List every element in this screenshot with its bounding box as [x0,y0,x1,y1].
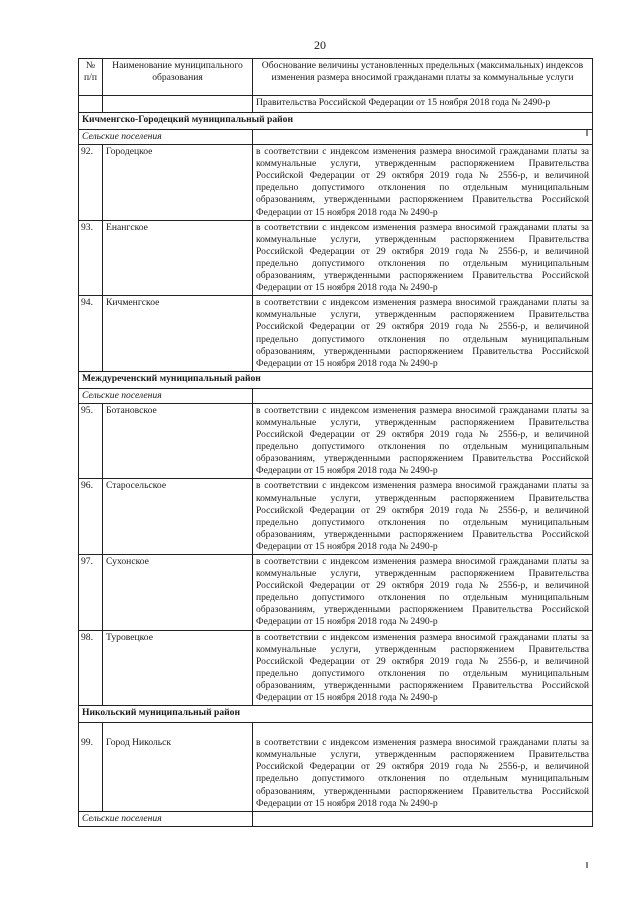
table-row [79,479,593,555]
row-basis: в соответствии с индексом изменения размера вносимой гражданами платы за коммунальные услуги, утвержденным распоряжением Правительства Российской Федерации от 29 октября 2019 года № 2556-р, и величиной предельно допустимого отклонения по отдельным муниципальным образованиям, утвержденными распоряжением Правительства Российской Федерации от 15 ноября 2018 года № 2490-р [253,630,593,706]
table-row [79,403,593,479]
table-row [79,555,593,631]
row-basis: в соответствии с индексом изменения размера вносимой гражданами платы за коммунальные услуги, утвержденным распоряжением Правительства Российской Федерации от 29 октября 2019 года № 2556-р, и величиной предельно допустимого отклонения по отдельным муниципальным образованиям, утвержденными распоряжением Правительства Российской Федерации от 15 ноября 2018 года № 2490-р [253,723,593,812]
district-row [79,113,593,130]
district-row [79,371,593,388]
row-name: Город Никольск [103,723,253,812]
row-name: Сухонское [103,555,253,631]
row-number: 97. [79,555,103,631]
row-number: 99. [79,723,103,812]
district-title: Междуреченский муниципальный район [79,371,593,388]
row-name: Ботановское [103,403,253,479]
row-number: 95. [79,403,103,479]
row-number: 92. [79,145,103,221]
subgroup-label: Сельские поселения [79,388,253,403]
continuation-row [79,96,593,113]
row-number: 94. [79,296,103,372]
district-title: Никольский муниципальный район [79,706,593,723]
table-row [79,630,593,706]
row-name: Кичменгское [103,296,253,372]
row-number: 93. [79,220,103,296]
header-name: Наименование муниципального образования [103,59,253,96]
row-number: 96. [79,479,103,555]
row-basis: в соответствии с индексом изменения размера вносимой гражданами платы за коммунальные услуги, утвержденным распоряжением Правительства Российской Федерации от 29 октября 2019 года № 2556-р, и величиной предельно допустимого отклонения по отдельным муниципальным образованиям, утвержденными распоряжением Правительства Российской Федерации от 15 ноября 2018 года № 2490-р [253,296,593,372]
table-row [79,296,593,372]
table-row [79,723,593,812]
scan-mark [586,862,588,868]
row-name: Городецкое [103,145,253,221]
table-row [79,145,593,221]
district-row [79,706,593,723]
subgroup-row [79,130,593,145]
table-header-row [79,59,593,96]
subgroup-label: Сельские поселения [79,130,253,145]
header-basis: Обоснование величины установленных предельных (максимальных) индексов изменения размера вносимой гражданами платы за коммунальные услуги [253,59,593,96]
row-number: 98. [79,630,103,706]
scan-mark [586,130,588,136]
row-name: Старосельское [103,479,253,555]
header-num: № п/п [79,59,103,96]
row-basis: в соответствии с индексом изменения размера вносимой гражданами платы за коммунальные услуги, утвержденным распоряжением Правительства Российской Федерации от 29 октября 2019 года № 2556-р, и величиной предельно допустимого отклонения по отдельным муниципальным образованиям, утвержденными распоряжением Правительства Российской Федерации от 15 ноября 2018 года № 2490-р [253,403,593,479]
table-row [79,220,593,296]
subgroup-label: Сельские поселения [79,811,253,826]
continuation-text: Правительства Российской Федерации от 15 ноября 2018 года № 2490-р [253,96,593,113]
row-name: Енангское [103,220,253,296]
row-basis: в соответствии с индексом изменения размера вносимой гражданами платы за коммунальные услуги, утвержденным распоряжением Правительства Российской Федерации от 29 октября 2019 года № 2556-р, и величиной предельно допустимого отклонения по отдельным муниципальным образованиям, утвержденными распоряжением Правительства Российской Федерации от 15 ноября 2018 года № 2490-р [253,555,593,631]
subgroup-row [79,388,593,403]
district-title: Кичменгско-Городецкий муниципальный район [79,113,593,130]
row-basis: в соответствии с индексом изменения размера вносимой гражданами платы за коммунальные услуги, утвержденным распоряжением Правительства Российской Федерации от 29 октября 2019 года № 2556-р, и величиной предельно допустимого отклонения по отдельным муниципальным образованиям, утвержденными распоряжением Правительства Российской Федерации от 15 ноября 2018 года № 2490-р [253,220,593,296]
row-basis: в соответствии с индексом изменения размера вносимой гражданами платы за коммунальные услуги, утвержденным распоряжением Правительства Российской Федерации от 29 октября 2019 года № 2556-р, и величиной предельно допустимого отклонения по отдельным муниципальным образованиям, утвержденными распоряжением Правительства Российской Федерации от 15 ноября 2018 года № 2490-р [253,145,593,221]
row-basis: в соответствии с индексом изменения размера вносимой гражданами платы за коммунальные услуги, утвержденным распоряжением Правительства Российской Федерации от 29 октября 2019 года № 2556-р, и величиной предельно допустимого отклонения по отдельным муниципальным образованиям, утвержденными распоряжением Правительства Российской Федерации от 15 ноября 2018 года № 2490-р [253,479,593,555]
subgroup-row [79,811,593,826]
indices-table [78,58,593,827]
page-number: 20 [314,38,326,52]
row-name: Туровецкое [103,630,253,706]
